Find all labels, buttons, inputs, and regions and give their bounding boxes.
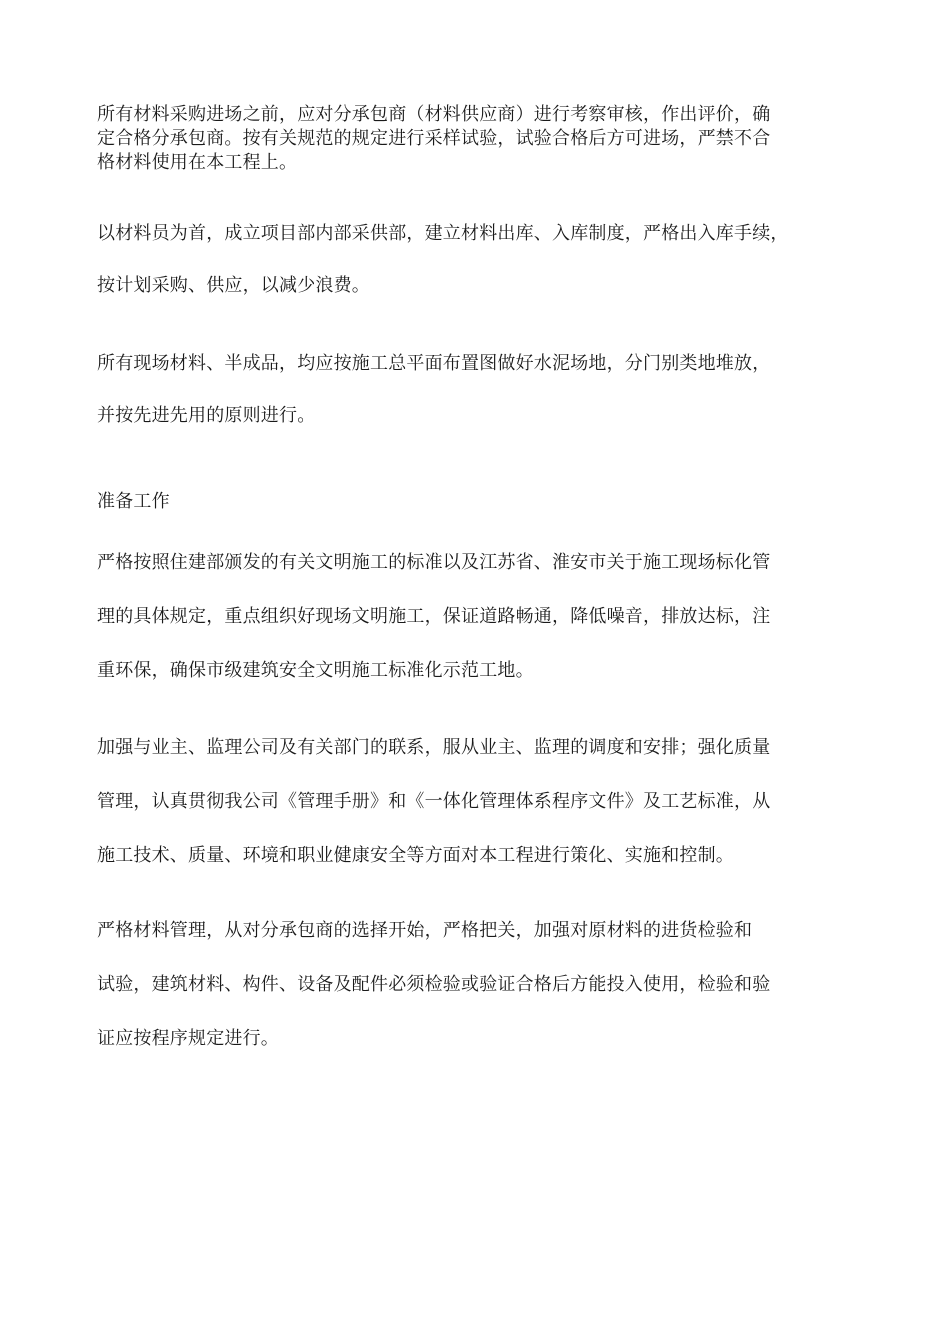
paragraph-3-line-2: 并按先进先用的原则进行。	[97, 405, 316, 426]
paragraph-6-line-1: 严格材料管理，从对分承包商的选择开始，严格把关，加强对原材料的进货检验和	[97, 920, 753, 941]
paragraph-3-line-1: 所有现场材料、半成品，均应按施工总平面布置图做好水泥场地，分门别类地堆放，	[97, 353, 771, 374]
paragraph-4-line-1: 严格按照住建部颁发的有关文明施工的标准以及江苏省、淮安市关于施工现场标化管	[97, 552, 771, 573]
paragraph-1-line-3: 格材料使用在本工程上。	[97, 152, 298, 173]
paragraph-4-line-2: 理的具体规定，重点组织好现场文明施工，保证道路畅通，降低噪音，排放达标，注	[97, 606, 771, 627]
section-heading: 准备工作	[97, 491, 170, 512]
paragraph-5-line-2: 管理，认真贯彻我公司《管理手册》和《一体化管理体系程序文件》及工艺标准，从	[97, 791, 771, 812]
paragraph-4-line-3: 重环保，确保市级建筑安全文明施工标准化示范工地。	[97, 660, 534, 681]
paragraph-1-line-1: 所有材料采购进场之前，应对分承包商（材料供应商）进行考察审核，作出评价，确	[97, 104, 771, 125]
paragraph-1-line-2: 定合格分承包商。按有关规范的规定进行采样试验，试验合格后方可进场，严禁不合	[97, 128, 771, 149]
paragraph-6-line-3: 证应按程序规定进行。	[97, 1028, 279, 1049]
paragraph-6-line-2: 试验，建筑材料、构件、设备及配件必须检验或验证合格后方能投入使用，检验和验	[97, 974, 771, 995]
paragraph-5-line-3: 施工技术、质量、环境和职业健康安全等方面对本工程进行策化、实施和控制。	[97, 845, 734, 866]
paragraph-5-line-1: 加强与业主、监理公司及有关部门的联系，服从业主、监理的调度和安排；强化质量	[97, 737, 771, 758]
paragraph-2-line-2: 按计划采购、供应，以减少浪费。	[97, 275, 370, 296]
paragraph-2-line-1: 以材料员为首，成立项目部内部采供部，建立材料出库、入库制度，严格出入库手续，	[97, 223, 789, 244]
